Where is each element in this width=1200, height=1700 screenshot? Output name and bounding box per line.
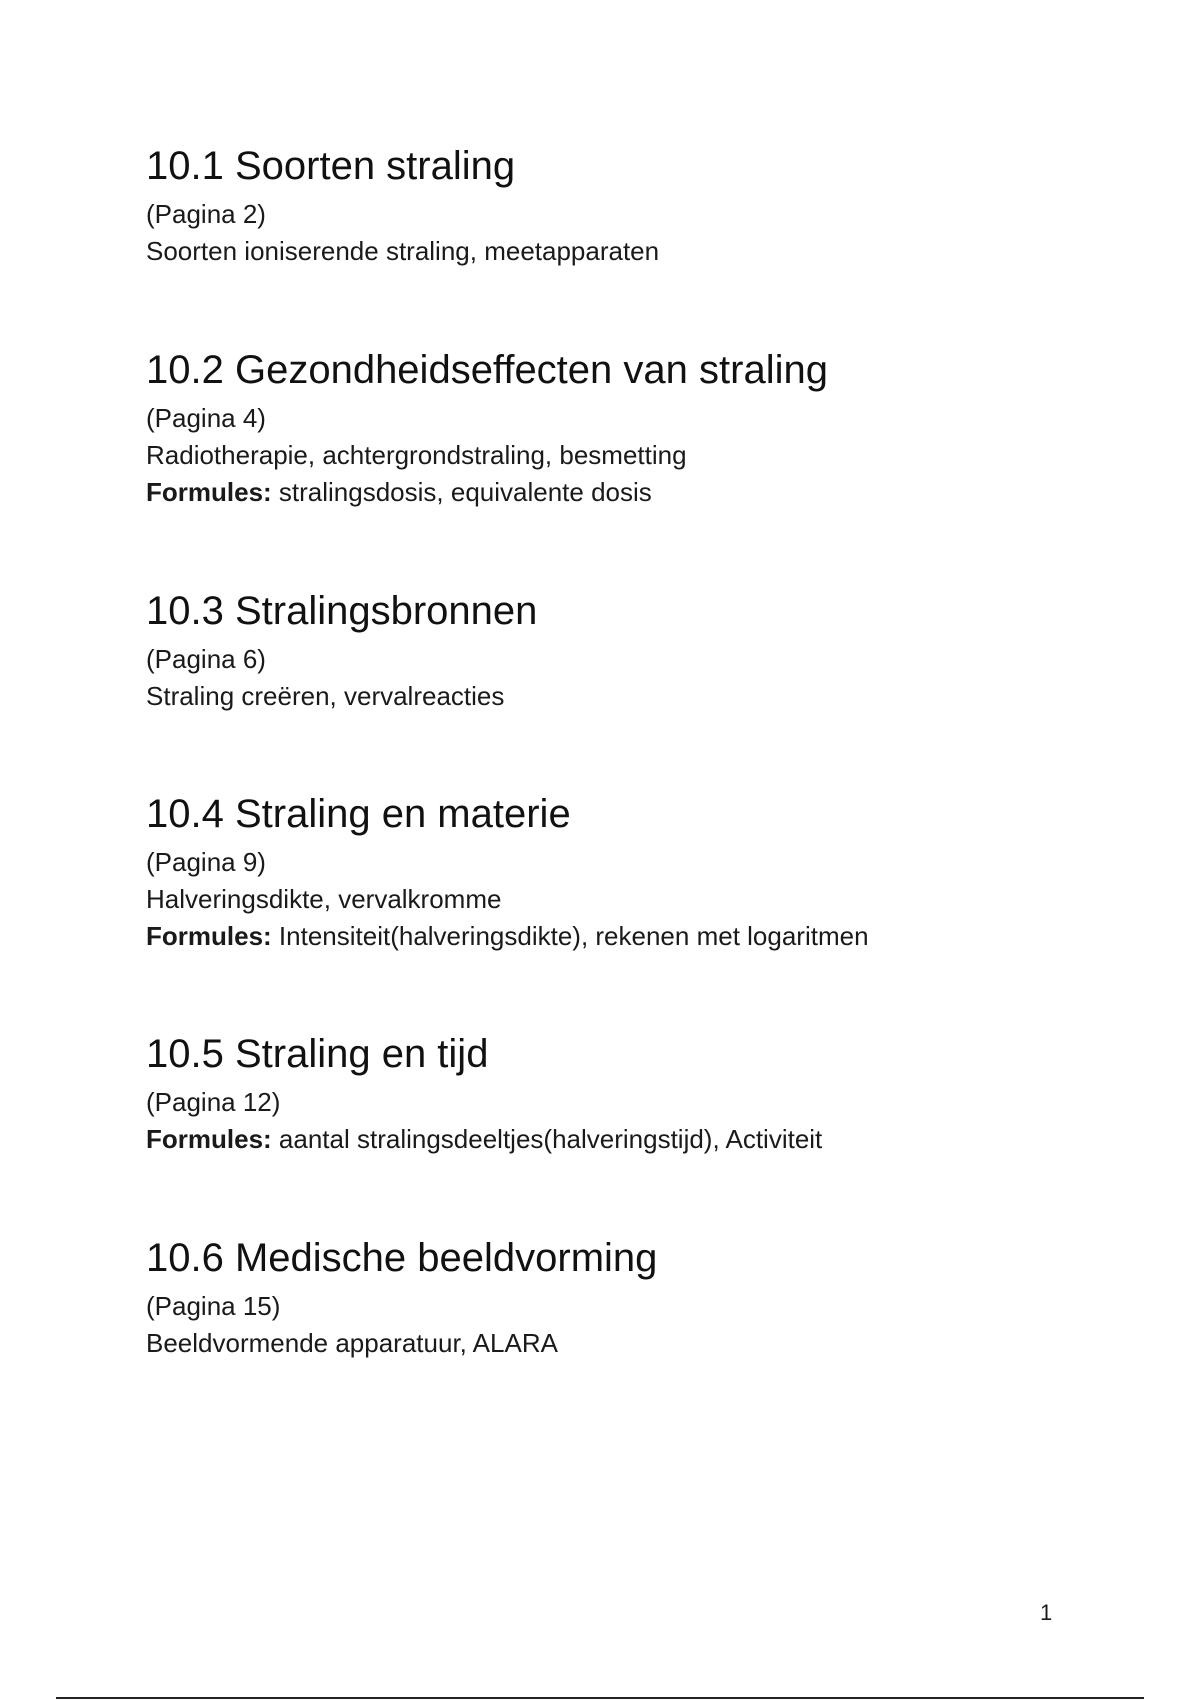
section-10-1	[146, 142, 1126, 270]
section-title: 10.3 Stralingsbronnen	[146, 589, 538, 633]
section-topics: Beeldvormende apparatuur, ALARA	[146, 1328, 558, 1358]
page-reference: (Pagina 15)	[146, 1291, 281, 1321]
section-title: 10.1 Soorten straling	[146, 144, 516, 188]
formulas-label: Formules:	[146, 1124, 272, 1154]
formulas-text: Intensiteit(halveringsdikte), rekenen met logaritmen	[271, 921, 869, 951]
page-reference: (Pagina 4)	[146, 403, 266, 433]
section-10-3	[146, 587, 1126, 715]
page-reference: (Pagina 12)	[146, 1087, 281, 1117]
section-10-4	[146, 790, 1126, 955]
formulas-text: stralingsdosis, equivalente dosis	[271, 477, 652, 507]
section-10-6	[146, 1234, 1126, 1362]
section-10-5	[146, 1030, 1126, 1158]
page-reference: (Pagina 9)	[146, 847, 266, 877]
page-number: 1	[1040, 1600, 1053, 1625]
section-10-2	[146, 346, 1126, 511]
section-title: 10.6 Medische beeldvorming	[146, 1236, 658, 1280]
footer-divider	[56, 1697, 1144, 1699]
section-topics: Radiotherapie, achtergrondstraling, besmetting	[146, 440, 687, 470]
section-formulas	[146, 474, 1126, 511]
page-reference: (Pagina 6)	[146, 644, 266, 674]
section-formulas	[146, 1121, 1126, 1158]
formulas-label: Formules:	[146, 921, 272, 951]
section-title: 10.2 Gezondheidseffecten van straling	[146, 348, 828, 392]
formulas-label: Formules:	[146, 477, 272, 507]
section-topics: Halveringsdikte, vervalkromme	[146, 884, 502, 914]
section-topics: Soorten ioniserende straling, meetapparaten	[146, 236, 660, 266]
page-reference: (Pagina 2)	[146, 199, 266, 229]
section-title: 10.5 Straling en tijd	[146, 1032, 489, 1076]
section-title: 10.4 Straling en materie	[146, 792, 571, 836]
section-formulas	[146, 918, 1126, 955]
formulas-text: aantal stralingsdeeltjes(halveringstijd), Activiteit	[271, 1124, 823, 1154]
section-topics: Straling creëren, vervalreacties	[146, 681, 505, 711]
